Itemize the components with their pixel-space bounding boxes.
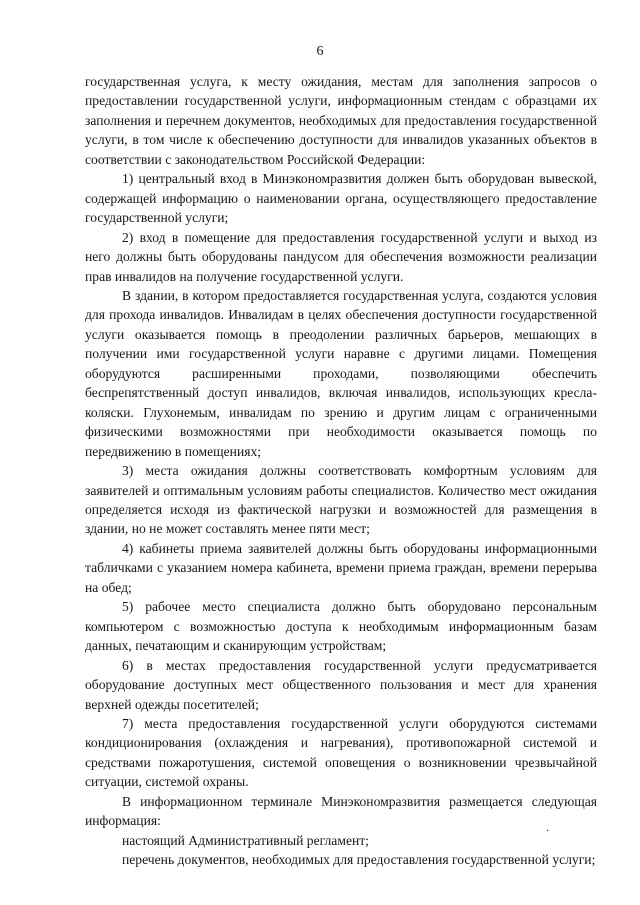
paragraph-intro: государственная услуга, к месту ожидания, местам для заполнения запросов о предоставлении государственной услуги, информационным стендам с образцами их заполнения и перечнем документов, необходимых для предоставления государственной услуги, в том числе к обеспечению доступности для инвалидов указанных объектов в соответствии с законодательством Российской Федерации: [85, 74, 597, 167]
list-item-documents: перечень документов, необходимых для предоставления государственной услуги; [122, 852, 596, 868]
page-number: 6 [316, 44, 324, 59]
paragraph-item-1: 1) центральный вход в Минэкономразвития должен быть оборудован вывеской, содержащей информацию о наименовании органа, осуществляющего предоставление государственной услуги; [85, 171, 597, 226]
document-body [85, 72, 597, 870]
paragraph-accessibility: В здании, в котором предоставляется государственная услуга, создаются условия для прохода инвалидов. Инвалидам в целях обеспечения доступности государственной услуги оказывается помощь в преодолении различных барьеров, мешающих в получении ими государственной услуги наравне с другими лицами. Помещения оборудуются расширенными проходами, позволяющими обеспечить беспрепятственный доступ инвалидов, включая инвалидов, использующих кресла-коляски. Глухонемым, инвалидам по зрению и другим лицам с ограниченными физическими возможностями при необходимости оказывается помощь по передвижению в помещениях; [85, 287, 597, 459]
stray-mark: . [546, 820, 549, 834]
paragraph-item-4: 4) кабинеты приема заявителей должны быть оборудованы информационными табличками с указанием номера кабинета, времени приема граждан, времени перерыва на обед; [85, 540, 597, 595]
paragraph-terminal-info: В информационном терминале Минэкономразвития размещается следующая информация: [85, 793, 597, 829]
paragraph-item-6: 6) в местах предоставления государственной услуги предусматривается оборудование доступных мест общественного пользования и мест для хранения верхней одежды посетителей; [85, 657, 597, 712]
list-item-regulation: настоящий Административный регламент; [122, 832, 369, 848]
paragraph-item-2: 2) вход в помещение для предоставления государственной услуги и выход из него должны быть оборудованы пандусом для обеспечения возможности реализации прав инвалидов на получение государственной услуги. [85, 229, 597, 284]
paragraph-item-5: 5) рабочее место специалиста должно быть оборудовано персональным компьютером с возможностью доступа к необходимым информационным базам данных, печатающим и сканирующим устройствам; [85, 599, 597, 654]
paragraph-item-3: 3) места ожидания должны соответствовать комфортным условиям для заявителей и оптимальным условиям работы специалистов. Количество мест ожидания определяется исходя из фактической нагрузки и возможностей для размещения в здании, но не может составлять менее пяти мест; [85, 463, 597, 537]
paragraph-item-7: 7) места предоставления государственной услуги оборудуются системами кондиционирования (охлаждения и нагревания), противопожарной системой и средствами пожаротушения, системой оповещения о возникновении чрезвычайной ситуации, системой охраны. [85, 715, 597, 790]
